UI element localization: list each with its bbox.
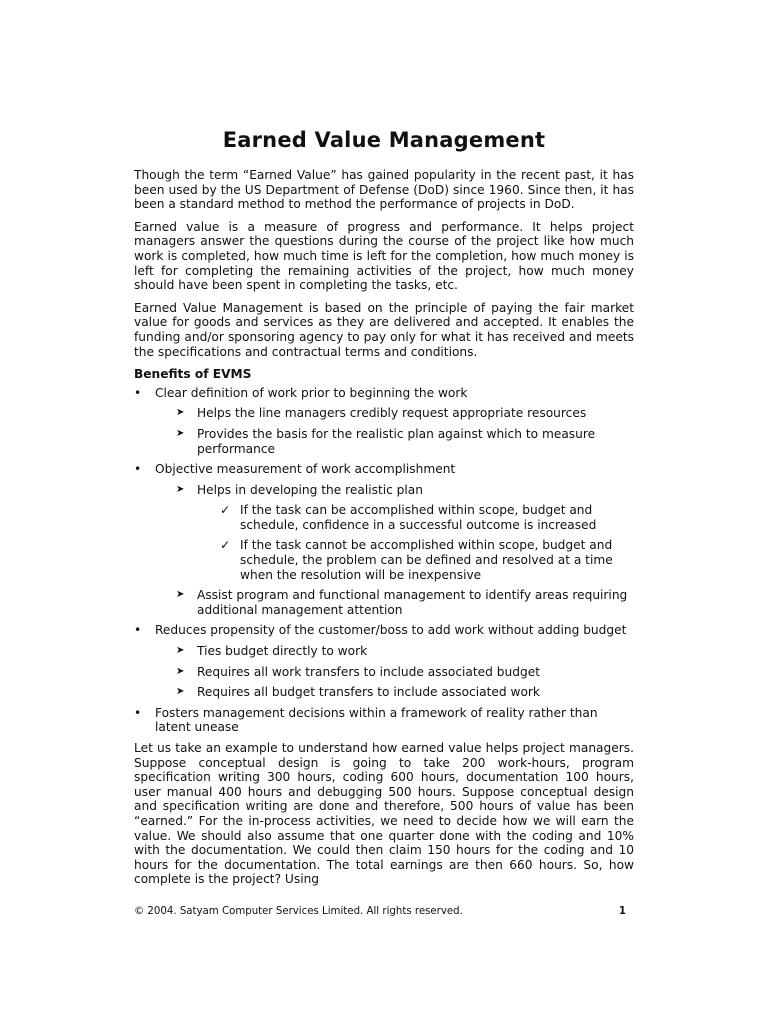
copyright-text: © 2004. Satyam Computer Services Limited. All rights reserved. — [134, 906, 463, 917]
list-item-text: Clear definition of work prior to beginning the work — [155, 385, 468, 400]
list-item-text: If the task cannot be accomplished within scope, budget and schedule, the problem can be defined and resolved at a time when the resolution will be inexpensive — [240, 538, 613, 582]
arrow-icon: ➤ — [176, 407, 185, 419]
benefits-heading: Benefits of EVMS — [134, 367, 252, 382]
page-footer — [134, 906, 626, 917]
list-item-text: If the task can be accomplished within scope, budget and schedule, confidence in a successful outcome is increased — [240, 503, 597, 532]
list-item — [134, 685, 634, 700]
list-item-text: Fosters management decisions within a framework of reality rather than latent unease — [155, 705, 598, 735]
bullet-icon: • — [134, 462, 142, 477]
list-item — [134, 588, 634, 617]
arrow-icon: ➤ — [176, 427, 185, 439]
list-item — [134, 406, 634, 421]
arrow-icon: ➤ — [176, 589, 185, 601]
list-item — [134, 623, 634, 638]
page-number: 1 — [618, 906, 626, 917]
list-item-text: Requires all budget transfers to include associated work — [197, 685, 540, 700]
page-title: Earned Value Management — [222, 128, 546, 152]
check-icon: ✓ — [220, 538, 231, 553]
bullet-icon: • — [134, 623, 142, 638]
check-icon: ✓ — [220, 503, 231, 518]
intro-paragraph-3: Earned Value Management is based on the principle of paying the fair market value for goods and services as they are delivered and accepted. It enables the funding and/or sponsoring agency to pay only for what it has received and meets the specifications and contractual terms and conditions. — [134, 300, 634, 359]
bullet-icon: • — [134, 705, 142, 720]
list-item — [134, 386, 634, 401]
list-item — [134, 427, 634, 456]
list-item-text: Helps the line managers credibly request appropriate resources — [197, 406, 587, 421]
arrow-icon: ➤ — [176, 686, 185, 698]
list-item-text: Reduces propensity of the customer/boss to add work without adding budget — [155, 623, 627, 638]
list-item — [134, 706, 634, 735]
list-item-text: Objective measurement of work accomplishment — [155, 462, 456, 477]
intro-paragraph-2: Earned value is a measure of progress and performance. It helps project managers answer the questions during the course of the project like how much work is completed, how much time is left for the completion, how much money is left for completing the remaining activities of the project, how much money should have been spent in completing the tasks, etc. — [134, 219, 634, 293]
benefits-list — [134, 386, 634, 735]
intro-paragraph-1: Though the term “Earned Value” has gained popularity in the recent past, it has been used by the US Department of Defense (DoD) since 1960. Since then, it has been a standard method to method the performance of projects in DoD. — [134, 168, 634, 212]
list-item — [134, 538, 634, 582]
list-item — [134, 462, 634, 477]
list-item — [134, 665, 634, 680]
list-item — [134, 503, 634, 532]
list-item-text: Provides the basis for the realistic plan against which to measure performance — [197, 426, 596, 456]
list-item-text: Requires all work transfers to include associated budget — [197, 664, 540, 679]
example-paragraph: Let us take an example to understand how earned value helps project managers. Suppose conceptual design is going to take 200 work-hours, program specification writing 300 hours, coding 600 hours, documentation 100 hours, user manual 400 hours and debugging 500 hours. Suppose conceptual design and specification writing are done and therefore, 500 hours of value has been “earned.” For the in-process activities, we need to decide how we will earn the value. We should also assume that one quarter done with the coding and 10% with the documentation. We could then claim 150 hours for the coding and 10 hours for the documentation. The total earnings are then 660 hours. So, how complete is the project? Using — [134, 741, 634, 887]
list-item — [134, 644, 634, 659]
arrow-icon: ➤ — [176, 483, 185, 495]
list-item-text: Helps in developing the realistic plan — [197, 482, 423, 497]
arrow-icon: ➤ — [176, 665, 185, 677]
arrow-icon: ➤ — [176, 645, 185, 657]
bullet-icon: • — [134, 385, 142, 400]
list-item-text: Assist program and functional management to identify areas requiring additional management attention — [197, 588, 628, 617]
list-item — [134, 483, 634, 498]
list-item-text: Ties budget directly to work — [197, 644, 368, 659]
